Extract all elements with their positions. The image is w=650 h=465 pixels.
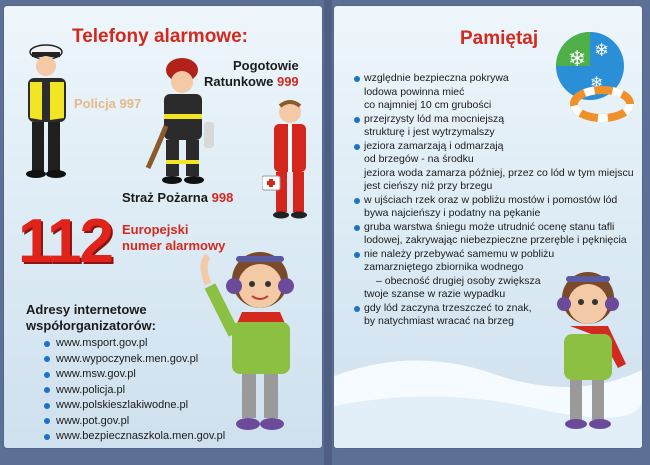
policeman-illustration [14, 42, 84, 192]
page-title: Telefony alarmowe: [72, 26, 248, 47]
tip-continuation-line: strukturę i jest wytrzymalszy [364, 126, 495, 138]
pogotowie-line2 [204, 74, 299, 90]
website-link[interactable]: www.bezpiecznaszkola.men.gov.pl [56, 430, 226, 442]
website-link[interactable]: www.msport.gov.pl [56, 337, 148, 349]
addresses-heading-line2: współorganizatorów: [26, 318, 156, 333]
website-link[interactable]: www.msw.gov.pl [56, 368, 136, 380]
svg-text:❄: ❄ [568, 47, 587, 72]
addresses-heading-line1: Adresy internetowe [26, 302, 147, 317]
tip-continuation-line: zamarzniętego zbiornika wodnego [364, 261, 524, 273]
website-link[interactable]: www.pot.gov.pl [56, 414, 130, 427]
list-item [44, 429, 225, 445]
euro-line1: Europejski [122, 222, 189, 237]
tip-bullet-line: nie należy przebywać samemu w pobliżu [364, 248, 642, 262]
tip-continuation-line: jeziora woda zamarza później, przez co lód w tym miejscu [364, 166, 634, 179]
tip-continuation-line: od brzegów - na środku [364, 153, 474, 165]
website-links-list [44, 336, 225, 445]
tip-continuation-line: bywa najcieńszy i podatny na pękanie [364, 207, 541, 219]
pogotowie-label [204, 58, 299, 90]
tip-bullet-line: w ujściach rzek oraz w pobliżu mostów i pomostów lód [364, 194, 642, 208]
pogotowie-line2-text: Ratunkowe [204, 74, 274, 89]
tip-bullet-line: gruba warstwa śniegu może utrudnić ocenę stanu tafli [364, 221, 642, 235]
bullet-icon [44, 403, 50, 409]
straz-label [122, 190, 233, 206]
list-item [44, 414, 225, 430]
pogotowie-number: 999 [276, 74, 299, 89]
tip-continuation-line: twoje szanse w razie wypadku [364, 288, 506, 300]
svg-text:❄: ❄ [590, 73, 604, 92]
girl-winter-illustration [542, 260, 642, 440]
website-link[interactable]: www.polskieszlakiwodne.pl [56, 399, 189, 411]
tip-bullet-line: względnie bezpieczna pokrywa [364, 72, 642, 86]
tip-continuation-line: co najmniej 10 cm grubości [364, 99, 492, 111]
tip-continuation-line: by natychmiast wracać na brzeg [364, 315, 514, 327]
list-item [44, 398, 225, 414]
bullet-icon [44, 434, 50, 440]
tip-continuation-line: – obecność drugiej osoby zwiększa [376, 274, 541, 287]
right-poster-panel [334, 6, 642, 448]
paramedic-illustration [262, 98, 318, 228]
left-poster-panel [4, 6, 322, 448]
website-link[interactable]: www.wypoczynek.men.gov.pl [56, 352, 199, 365]
tip-continuation-line: lodowej, zakrywając niebezpieczne przeręble i pęknięcia [364, 234, 627, 246]
tip-bullet-line: jeziora zamarzają i odmarzają [364, 140, 642, 154]
bullet-icon [44, 418, 50, 424]
tip-continuation-line: jest cieńszy niż przy brzegu [364, 180, 493, 192]
euro-line2: numer alarmowy [122, 238, 226, 253]
website-link[interactable]: www.policja.pl [56, 383, 126, 396]
list-item [44, 367, 225, 383]
bullet-icon [44, 341, 50, 347]
remember-title: Pamiętaj [460, 28, 539, 49]
tip-continuation-line: lodowa powinna mieć [364, 85, 465, 98]
bullet-icon [44, 356, 50, 362]
policja-label: Policja 997 [74, 96, 142, 111]
tip-bullet-line: gdy lód zaczyna trzeszczeć to znak, [364, 302, 642, 316]
straz-number: 998 [211, 190, 234, 205]
panel-divider [324, 0, 332, 465]
list-item [44, 383, 225, 399]
pogotowie-line1: Pogotowie [232, 58, 299, 73]
addresses-heading [26, 302, 156, 334]
straz-text: Straż Pożarna [122, 190, 208, 205]
list-item [44, 352, 225, 368]
bullet-icon [44, 372, 50, 378]
svg-text:❄: ❄ [594, 40, 610, 61]
list-item [44, 336, 225, 352]
bullet-icon [44, 387, 50, 393]
emergency-number-112: 112 [18, 207, 113, 276]
tip-bullet-line: przejrzysty lód ma mocniejszą [364, 113, 642, 127]
